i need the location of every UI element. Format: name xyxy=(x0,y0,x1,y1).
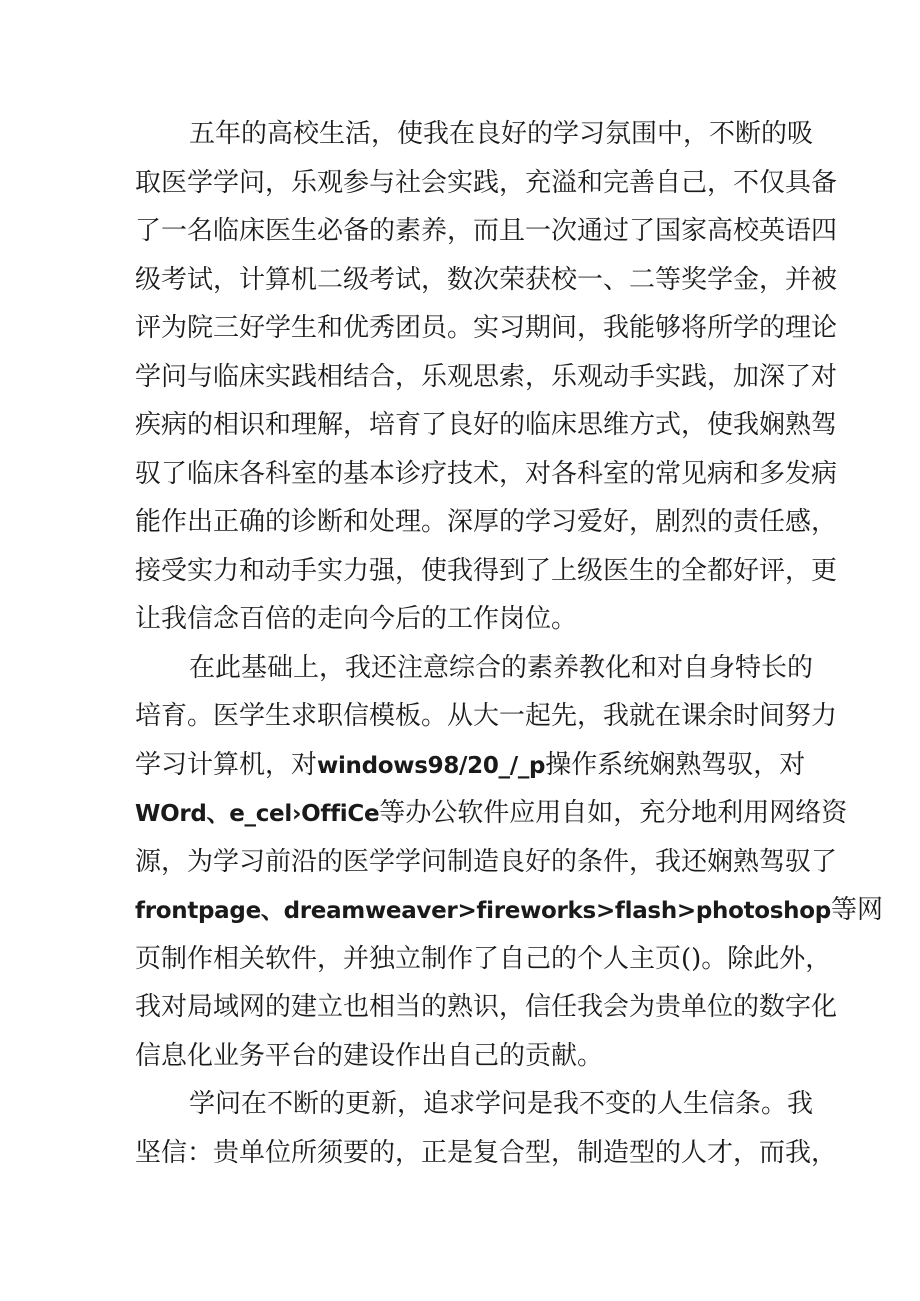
body-text xyxy=(135,110,883,1177)
paragraph-1-line-4: 级考试，计算机二级考试，数次荣获校一、二等奖学金，并被 xyxy=(135,264,838,295)
web-tools-text: frontpage、dreamweaver>fireworks>flash>photoshop xyxy=(135,898,831,924)
paragraph-2-line-6 xyxy=(135,886,883,935)
os-names-text: windows98/20_/_p xyxy=(317,752,546,779)
paragraph-2-line-6-post: 等网 xyxy=(830,895,883,925)
paragraph-2-line-8: 我对局域网的建立也相当的熟识，信任我会为贵单位的数字化 xyxy=(135,992,838,1022)
office-names-text: WOrd、e_cel›OffiCe xyxy=(135,801,380,827)
paragraph-2-line-4-post: 等办公软件应用自如，充分地利用网络资 xyxy=(379,798,848,828)
paragraph-1-line-8: 驭了临床各科室的基本诊疗技术，对各科室的常见病和多发病 xyxy=(135,458,838,489)
paragraph-1-line-2: 取医学学问，乐观参与社会实践，充溢和完善自己，不仅具备 xyxy=(135,167,838,198)
paragraph-1-line-10: 接受实力和动手实力强，使我得到了上级医生的全都好评，更 xyxy=(135,555,838,586)
paragraph-1-line-9: 能作出正确的诊断和处理。深厚的学习爱好，剧烈的责任感， xyxy=(135,507,838,537)
paragraph-1-line-7: 疾病的相识和理解，培育了良好的临床思维方式，使我娴熟驾 xyxy=(135,410,838,440)
paragraph-2-line-3-pre: 学习计算机，对 xyxy=(135,749,318,780)
paragraph-2-line-5: 源，为学习前沿的医学学问制造良好的条件，我还娴熟驾驭了 xyxy=(135,846,838,877)
paragraph-2-line-7: 页制作相关软件，并独立制作了自己的个人主页()。除此外， xyxy=(135,943,832,974)
paragraph-1-line-1: 五年的高校生活，使我在良好的学习氛围中，不断的吸 xyxy=(189,119,814,149)
paragraph-3-line-2: 坚信：贵单位所须要的，正是复合型，制造型的人才，而我， xyxy=(135,1137,838,1168)
paragraph-2-line-1: 在此基础上，我还注意综合的素养教化和对自身特长的 xyxy=(189,652,814,683)
paragraph-1-line-6: 学问与临床实践相结合，乐观思索，乐观动手实践，加深了对 xyxy=(135,361,838,392)
paragraph-3-line-1: 学问在不断的更新，追求学问是我不变的人生信条。我 xyxy=(189,1089,814,1119)
paragraph-2-line-3 xyxy=(135,741,806,790)
paragraph-2-line-9: 信息化业务平台的建设作出自己的贡献。 xyxy=(135,1040,604,1071)
paragraph-2-line-2: 培育。医学生求职信模板。从大一起先，我就在课余时间努力 xyxy=(135,701,838,731)
paragraph-2-line-4 xyxy=(135,789,848,838)
paragraph-1-line-3: 了一名临床医生必备的素养，而且一次通过了国家高校英语四 xyxy=(135,216,838,246)
paragraph-1-line-11: 让我信念百倍的走向今后的工作岗位。 xyxy=(135,604,578,634)
paragraph-1-line-5: 评为院三好学生和优秀团员。实习期间，我能够将所学的理论 xyxy=(135,313,838,343)
paragraph-2-line-3-post: 操作系统娴熟驾驭，对 xyxy=(545,749,806,780)
